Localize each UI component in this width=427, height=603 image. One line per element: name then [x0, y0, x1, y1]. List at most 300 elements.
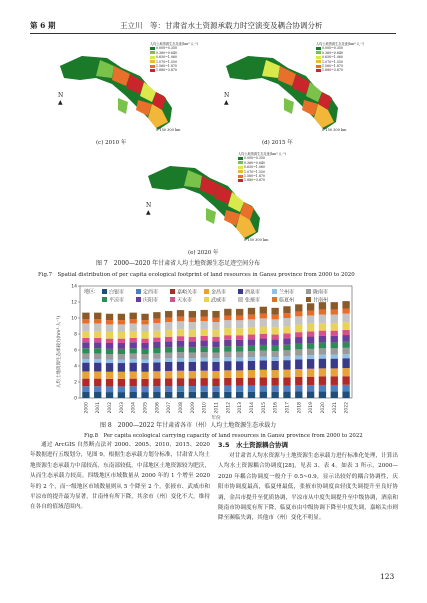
bar-segment	[82, 371, 89, 378]
legend-swatch	[204, 297, 209, 302]
bar-segment	[307, 303, 314, 310]
bar-segment	[212, 341, 219, 347]
bar-segment	[331, 355, 338, 359]
map-2020	[140, 148, 300, 248]
bar-segment	[319, 342, 326, 348]
legend-swatch	[136, 297, 141, 302]
x-tick-label: 2017	[285, 402, 291, 414]
x-axis-label: 年份	[211, 416, 221, 420]
bar-segment	[189, 386, 196, 392]
bar-segment	[201, 352, 208, 358]
y-tick-label: 10	[71, 316, 77, 322]
bar-segment	[271, 315, 278, 320]
bar-segment	[212, 347, 219, 352]
y-tick-label: 2	[74, 380, 77, 386]
bar-segment	[342, 314, 349, 323]
legend-label: 平凉市	[109, 297, 125, 304]
bar-segment	[189, 353, 196, 359]
legend-swatch	[316, 69, 321, 72]
bar-segment	[342, 376, 349, 385]
bar-segment	[153, 342, 160, 348]
legend-label: 定西市	[143, 289, 159, 296]
bar-segment	[271, 339, 278, 345]
bar-segment	[236, 357, 243, 361]
legend-label: 天水市	[177, 297, 193, 304]
bar-segment	[283, 326, 290, 333]
bar-segment	[248, 351, 255, 357]
bar-segment	[94, 348, 101, 353]
legend-item: 0.650~1.060	[316, 55, 364, 59]
bar-segment	[295, 337, 302, 344]
x-tick-label: 2014	[249, 402, 255, 414]
legend-label: 兰州市	[279, 289, 295, 296]
bar-segment	[248, 378, 255, 386]
bar-segment	[177, 362, 184, 371]
legend-label: 金昌市	[211, 289, 227, 296]
bar-segment	[165, 353, 172, 359]
bar-segment	[342, 330, 349, 335]
bar-segment	[295, 391, 302, 398]
bar-segment	[224, 340, 231, 346]
bar-segment	[342, 385, 349, 391]
bar-segment	[106, 363, 113, 372]
bar-segment	[177, 310, 184, 317]
legend-swatch	[306, 297, 311, 302]
bar-segment	[224, 328, 231, 335]
legend-swatch	[150, 56, 155, 59]
bar-segment	[212, 392, 219, 398]
bar-segment	[342, 322, 349, 330]
fig7-caption-en: Fig.7 Spatial distribution of per capita ecological footprint of land resources in Gansu province from 2000 to 2020	[38, 272, 355, 278]
bar-segment	[153, 353, 160, 359]
bar-segment	[94, 363, 101, 372]
caption-map-2010: (c) 2010 年	[96, 140, 127, 146]
legend-item: 0.650~1.060	[150, 55, 198, 59]
legend-item: 1.070~1.550	[238, 170, 286, 174]
legend-title: 地区:	[84, 289, 96, 295]
bar-segment	[106, 339, 113, 343]
bar-segment	[165, 337, 172, 341]
bar-segment	[82, 363, 89, 372]
bar-segment	[141, 354, 148, 360]
bar-segment	[94, 342, 101, 348]
bar-segment	[260, 351, 267, 357]
bar-segment	[165, 341, 172, 347]
legend-swatch	[316, 60, 321, 63]
bar-segment	[248, 346, 255, 352]
legend-swatch	[316, 65, 321, 68]
legend-swatch	[102, 297, 107, 302]
bar-segment	[283, 313, 290, 318]
bar-segment	[118, 324, 125, 332]
bar-segment	[212, 378, 219, 386]
legend-swatch	[170, 289, 175, 294]
bar-segment	[94, 319, 101, 323]
bar-segment	[212, 362, 219, 371]
legend-swatch	[150, 60, 155, 63]
bar-segment	[283, 350, 290, 356]
legend-label: 陇南市	[313, 289, 329, 296]
x-tick-label: 2011	[214, 402, 220, 414]
bar-segment	[319, 323, 326, 331]
bar-segment	[260, 377, 267, 385]
caption-map-2015: (d) 2015 年	[262, 140, 293, 146]
bar-segment	[201, 392, 208, 398]
y-tick-label: 12	[71, 300, 77, 306]
bar-segment	[236, 316, 243, 321]
legend-item: 0.360~0.640	[316, 51, 364, 55]
bar-segment	[307, 315, 314, 323]
bar-segment	[260, 392, 267, 398]
bar-segment	[236, 335, 243, 340]
bar-segment	[236, 352, 243, 358]
bar-segment	[248, 319, 255, 327]
bar-segment	[153, 348, 160, 353]
x-tick-label: 2007	[167, 402, 173, 414]
bar-segment	[130, 359, 137, 363]
bar-segment	[106, 354, 113, 360]
bar-segment	[94, 359, 101, 363]
legend-item: 0.360~0.640	[150, 51, 198, 55]
scale-bar: 0 150 300 km	[156, 128, 181, 132]
bar-segment	[295, 349, 302, 355]
bar-segment	[212, 337, 219, 341]
bar-segment	[165, 392, 172, 398]
legend-swatch	[170, 297, 175, 302]
bar-segment	[260, 386, 267, 392]
page-number: 123	[380, 572, 395, 581]
bar-segment	[283, 392, 290, 398]
bar-segment	[118, 339, 125, 343]
bar-segment	[201, 362, 208, 371]
running-header: 王立川 等：甘肃省水土资源承载力时空演变及耦合协调分析	[120, 21, 323, 30]
bar-segment	[331, 359, 338, 369]
bar-segment	[248, 361, 255, 370]
bar-segment	[283, 318, 290, 326]
bar-segment	[248, 315, 255, 320]
bar-segment	[106, 349, 113, 354]
bar-segment	[260, 326, 267, 333]
bar-segment	[118, 320, 125, 324]
bar-segment	[141, 339, 148, 343]
bar-segment	[177, 321, 184, 329]
bar-segment	[141, 314, 148, 320]
bar-segment	[189, 392, 196, 398]
bar-segment	[130, 379, 137, 387]
bar-segment	[307, 343, 314, 349]
bar-segment	[201, 317, 208, 322]
bar-segment	[319, 385, 326, 391]
bar-segment	[271, 327, 278, 334]
map-2015	[218, 38, 378, 138]
north-arrow: N ▲	[224, 92, 230, 106]
y-axis-label: 人均土地资源生态承载力(hm²·人⁻¹)	[57, 315, 62, 389]
bar-segment	[342, 308, 349, 313]
bar-segment	[153, 379, 160, 387]
legend-swatch	[306, 289, 311, 294]
bar-segment	[236, 361, 243, 370]
bar-segment	[271, 392, 278, 398]
legend-item: 1.560~1.870	[238, 174, 286, 178]
bar-segment	[153, 319, 160, 323]
bar-segment	[177, 378, 184, 386]
bar-segment	[260, 314, 267, 319]
x-tick-label: 2002	[108, 402, 114, 414]
x-tick-label: 2003	[119, 402, 125, 414]
bar-segment	[212, 311, 219, 318]
map-legend	[238, 152, 286, 183]
bar-segment	[94, 379, 101, 387]
x-tick-label: 2016	[273, 402, 279, 414]
bar-segment	[283, 306, 290, 313]
bar-segment	[106, 314, 113, 320]
legend-item: 0.650~1.060	[238, 165, 286, 169]
bar-segment	[236, 309, 243, 316]
bar-segment	[118, 386, 125, 392]
x-tick-label: 2012	[226, 402, 232, 414]
bar-segment	[130, 331, 137, 338]
bar-segment	[153, 338, 160, 342]
legend-swatch	[316, 51, 321, 54]
bar-segment	[106, 392, 113, 398]
bar-segment	[295, 369, 302, 377]
bar-segment	[331, 342, 338, 348]
bar-segment	[271, 319, 278, 327]
map-2010	[52, 38, 212, 138]
bar-segment	[165, 371, 172, 378]
bar-segment	[319, 368, 326, 376]
bar-segment	[248, 335, 255, 340]
bar-segment	[212, 353, 219, 359]
bar-segment	[177, 392, 184, 398]
bar-segment	[236, 386, 243, 392]
bar-segment	[141, 343, 148, 349]
bar-segment	[201, 358, 208, 362]
bar-segment	[141, 386, 148, 392]
bar-segment	[307, 324, 314, 332]
bar-segment	[283, 370, 290, 378]
bar-segment	[295, 359, 302, 369]
bar-segment	[224, 309, 231, 316]
bar-segment	[307, 310, 314, 315]
legend-title: 人均土地资源生态足迹(hm²·人⁻¹)	[150, 42, 198, 46]
bar-segment	[94, 371, 101, 378]
legend-label: 酒泉市	[245, 289, 261, 296]
legend-swatch	[238, 179, 243, 182]
legend-item: 1.880~3.870	[150, 68, 198, 72]
bar-segment	[260, 370, 267, 378]
header-rule	[30, 33, 396, 34]
bar-segment	[307, 336, 314, 343]
bar-segment	[319, 355, 326, 359]
bar-segment	[106, 386, 113, 392]
map-legend	[316, 42, 364, 73]
x-tick-label: 2020	[320, 402, 326, 414]
bar-segment	[307, 391, 314, 398]
bar-segment	[106, 332, 113, 339]
bar-segment	[189, 341, 196, 347]
bar-segment	[201, 378, 208, 386]
legend-swatch	[238, 175, 243, 178]
bar-segment	[141, 392, 148, 398]
bar-segment	[271, 361, 278, 370]
legend-swatch	[238, 289, 243, 294]
bar-segment	[130, 348, 137, 353]
map-legend	[150, 42, 198, 73]
legend-swatch	[136, 289, 141, 294]
bar-segment	[141, 363, 148, 372]
legend-swatch	[102, 289, 107, 294]
bar-segment	[212, 386, 219, 392]
caption-map-2020: (e) 2020 年	[188, 250, 219, 256]
bar-segment	[118, 343, 125, 349]
bar-segment	[153, 312, 160, 318]
bar-segment	[165, 386, 172, 392]
bar-segment	[271, 370, 278, 378]
bar-segment	[177, 352, 184, 358]
bar-segment	[283, 334, 290, 339]
bar-segment	[94, 338, 101, 342]
y-tick-label: 4	[74, 364, 77, 370]
bar-segment	[189, 362, 196, 371]
bar-segment	[106, 379, 113, 387]
bar-segment	[153, 362, 160, 371]
bar-segment	[189, 378, 196, 386]
bar-segment	[201, 347, 208, 352]
bar-segment	[153, 323, 160, 331]
bar-segment	[295, 316, 302, 324]
bar-segment	[141, 332, 148, 339]
bar-segment	[177, 336, 184, 341]
bar-segment	[342, 348, 349, 354]
bar-segment	[201, 321, 208, 329]
bar-segment	[141, 324, 148, 332]
bar-segment	[118, 332, 125, 339]
bar-segment	[94, 313, 101, 319]
bar-segment	[342, 354, 349, 358]
bar-segment	[248, 392, 255, 398]
bar-segment	[331, 336, 338, 343]
bar-segment	[307, 349, 314, 355]
x-tick-label: 2001	[96, 402, 102, 414]
bar-segment	[236, 328, 243, 335]
bar-segment	[260, 334, 267, 339]
legend-item: 1.560~1.870	[316, 64, 364, 68]
legend-title: 人均土地资源生态足迹(hm²·人⁻¹)	[316, 42, 364, 46]
bar-segment	[130, 386, 137, 392]
bar-segment	[106, 324, 113, 332]
bar-segment	[153, 386, 160, 392]
bar-segment	[331, 331, 338, 336]
bar-segment	[94, 331, 101, 338]
bar-segment	[212, 371, 219, 378]
bar-segment	[236, 392, 243, 398]
x-tick-label: 2015	[261, 402, 267, 414]
bar-segment	[224, 392, 231, 398]
x-tick-label: 2018	[297, 402, 303, 414]
legend-label: 张掖市	[245, 297, 261, 304]
bar-segment	[342, 335, 349, 342]
bar-segment	[236, 340, 243, 346]
bar-segment	[271, 351, 278, 357]
legend-item: 0.000~0.350	[238, 156, 286, 160]
bar-segment	[307, 377, 314, 385]
north-arrow: N ▲	[146, 202, 152, 216]
bar-segment	[319, 391, 326, 398]
legend-swatch	[150, 51, 155, 54]
scale-bar: 0 150 300 km	[244, 238, 269, 242]
x-tick-label: 2004	[131, 402, 137, 414]
bar-segment	[118, 360, 125, 364]
bar-segment	[130, 313, 137, 319]
north-arrow: N ▲	[58, 92, 64, 106]
bar-segment	[248, 327, 255, 334]
bar-segment	[165, 347, 172, 352]
legend-label: 嘉峪关市	[177, 289, 198, 296]
bar-segment	[224, 386, 231, 392]
bar-segment	[331, 368, 338, 376]
bar-segment	[212, 322, 219, 330]
fig8-caption-cn: 图 8 2000—2022 年甘肃省各市（州）人均土地资源生态承载力	[100, 422, 277, 429]
bar-segment	[271, 346, 278, 352]
legend-swatch	[150, 69, 155, 72]
x-tick-label: 2009	[190, 402, 196, 414]
bar-segment	[153, 331, 160, 338]
legend-item: 1.070~1.550	[150, 60, 198, 64]
bar-segment	[189, 371, 196, 378]
bar-segment	[130, 323, 137, 331]
bar-segment	[295, 344, 302, 350]
bar-segment	[118, 372, 125, 379]
legend-label: 甘南州	[313, 297, 329, 304]
bar-segment	[130, 342, 137, 348]
bar-segment	[82, 342, 89, 348]
bar-segment	[319, 376, 326, 384]
bar-segment	[319, 309, 326, 314]
legend-item: 1.880~3.870	[316, 68, 364, 72]
legend-swatch	[150, 47, 155, 50]
bar-segment	[189, 330, 196, 337]
bar-segment	[201, 329, 208, 336]
bar-segment	[260, 360, 267, 369]
bar-segment	[82, 379, 89, 387]
bar-segment	[201, 386, 208, 392]
bar-segment	[118, 314, 125, 320]
bar-segment	[177, 386, 184, 392]
bar-segment	[342, 342, 349, 348]
bar-segment	[189, 311, 196, 318]
legend-label: 白银市	[109, 289, 125, 296]
bar-segment	[201, 336, 208, 341]
bar-segment	[331, 385, 338, 391]
bar-segment	[342, 301, 349, 308]
bar-segment	[141, 372, 148, 379]
bar-segment	[224, 370, 231, 378]
bar-segment	[82, 386, 89, 392]
bar-segment	[165, 330, 172, 337]
x-tick-label: 2005	[143, 402, 149, 414]
bar-segment	[153, 359, 160, 363]
bar-segment	[236, 370, 243, 378]
bar-segment	[177, 329, 184, 336]
bar-segment	[331, 376, 338, 384]
bar-segment	[130, 319, 137, 323]
bar-segment	[283, 345, 290, 351]
bar-segment	[94, 323, 101, 331]
bar-segment	[201, 341, 208, 347]
fig8-caption-en: Fig.8 Per capita ecological carrying capacity of land resources in Gansu province from 2000 to 2022	[84, 433, 363, 439]
issue-number: 第 6 期	[30, 21, 56, 30]
